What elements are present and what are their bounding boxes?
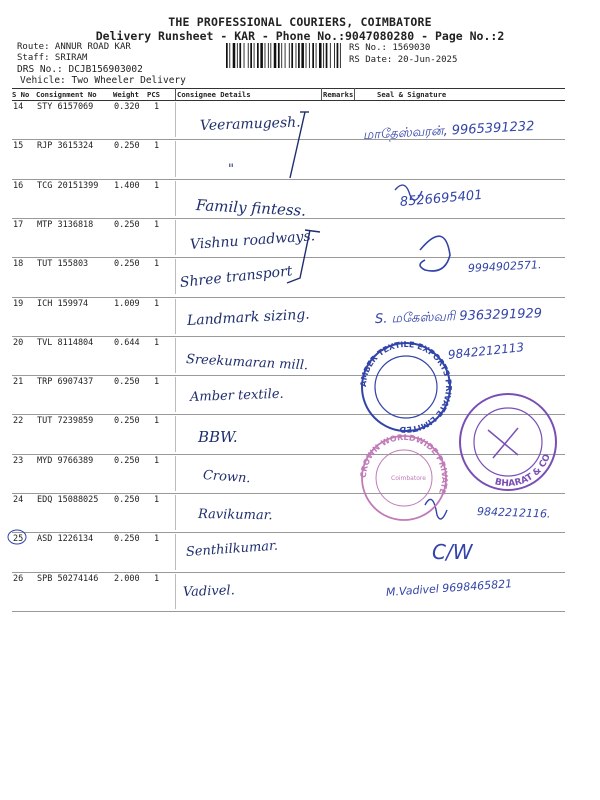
initials-scribble [420,236,450,271]
row-consignment: MYD 9766389 [37,455,94,466]
row-pcs: 1 [154,416,160,427]
row-signature: 9842212113 [447,340,525,362]
row-weight: 2.000 [114,573,140,584]
runsheet-subtitle: Delivery Runsheet - KAR - Phone No.:9047080280 - Page No.:2 [95,29,505,43]
row-pcs: 1 [154,219,160,230]
svg-text:CROWN WORLDWIDE PRIVATE [359,433,449,495]
row-consignee: Amber textile. [189,386,284,405]
row-consignment: TVL 8114804 [37,337,94,348]
row-weight: 0.250 [114,141,140,152]
row-weight: 0.320 [114,102,140,112]
row-weight: 0.250 [114,259,140,270]
row-weight: 0.250 [114,534,140,545]
row-consignment: ICH 159974 [37,298,89,309]
row-consignee: Veeramugesh. [199,114,301,134]
row-pcs: 1 [154,298,160,309]
initials-scribble [395,185,422,200]
row-weight: 0.250 [114,495,140,505]
row-pcs: 1 [154,180,160,191]
row-consignment: RJP 3615324 [37,141,94,152]
row-sno: 26 [13,573,24,584]
col-remarks: Remarks [323,90,354,99]
row-consignee: Landmark sizing. [186,306,311,329]
bracket-stroke [305,230,320,232]
row-weight: 1.009 [114,298,140,309]
row-signature: M.Vadivel 9698465821 [385,577,513,599]
row-consignee: Family fintess. [195,196,307,220]
row-pcs: 1 [154,141,160,152]
row-consignee: Vadivel. [182,583,235,600]
row-weight: 0.250 [114,455,140,466]
row-signature: C/W [432,540,473,564]
row-sno: 24 [13,495,24,505]
row-signature: மாதேஸ்வரன், 9965391232 [362,119,535,143]
bharat-stamp-text: BHARAT & CO [493,452,553,490]
row-signature: 8526695401 [399,187,484,210]
row-consignment: TRP 6907437 [37,377,94,388]
row-consignee: Crown. [202,468,252,487]
row-weight: 0.250 [114,219,140,230]
crown-city: Coimbatore [391,475,426,482]
row-consignment: ASD 1226134 [37,534,94,545]
row-weight: 0.250 [114,416,140,427]
row-consignment: MTP 3136818 [37,219,94,230]
row-weight: 0.250 [114,377,140,388]
row-sno: 15 [13,141,24,152]
rs-number: RS No.: 1569030 [349,43,431,53]
row-consignee: Senthilkumar. [185,538,279,560]
row-pcs: 1 [154,337,160,348]
rs-date: RS Date: 20-Jun-2025 [349,55,458,65]
row-sno: 25 [13,534,24,545]
row-sno: 17 [13,219,24,230]
staff: Staff: SRIRAM [17,53,88,63]
bharat-stamp [460,394,556,490]
row-consignee: " [228,162,234,177]
row-consignment: SPB 50274146 [37,573,99,584]
row-consignment: EDQ 15088025 [37,495,99,505]
row-pcs: 1 [154,102,160,112]
amber-textile-stamp [359,340,453,434]
row-signature: 9994902571. [467,258,542,275]
row-pcs: 1 [154,495,160,505]
row-signature: S. மகேஸ்வரி 9363291929 [374,306,543,327]
row-signature: 9842212116. [476,505,551,521]
row-sno: 21 [13,377,24,388]
bracket-stroke [290,112,305,178]
bracket-stroke [287,230,310,283]
svg-text:BHARAT & CO [494,452,553,489]
row-consignee: Ravikumar. [197,507,273,524]
crown-stamp [359,433,449,520]
route: Route: ANNUR ROAD KAR [17,42,131,52]
col-sno: S No [12,90,30,99]
row-weight: 1.400 [114,180,140,191]
col-pcs: PCS [147,90,160,99]
svg-text:AMBER TEXTILE EXPORTS PRIVATE [359,340,453,434]
row-pcs: 1 [154,377,160,388]
company-title: THE PROFESSIONAL COURIERS, COIMBATORE [168,15,432,29]
row-sno: 14 [13,102,24,112]
row-sno: 18 [13,259,24,270]
row-consignee: Vishnu roadways. [189,228,316,253]
row-sno: 23 [13,455,24,466]
row-consignment: STY 6157069 [37,102,94,112]
row-consignee: BBW. [198,428,238,446]
drs-number: DRS No.: DCJB156903002 [17,64,143,75]
col-seal: Seal & Signature [377,90,447,99]
row-pcs: 1 [154,259,160,270]
row-sno: 22 [13,416,24,427]
row-consignment: TUT 155803 [37,259,89,270]
row-pcs: 1 [154,455,160,466]
vehicle: Vehicle: Two Wheeler Delivery [20,75,186,86]
row-consignee: Sreekumaran mill. [185,352,309,374]
col-consignment: Consignment No [36,90,97,99]
amber-stamp-text: AMBER TEXTILE EXPORTS PRIVATE LIMITED [358,339,454,435]
row-consignment: TCG 20151399 [37,180,99,191]
row-consignment: TUT 7239859 [37,416,94,427]
row-pcs: 1 [154,573,160,584]
row-sno: 19 [13,298,24,309]
row-pcs: 1 [154,534,160,545]
initials-scribble [425,499,447,519]
row-consignee: Shree transport [179,263,294,291]
col-consignee: Consignee Details [177,90,251,99]
row-sno: 20 [13,337,24,348]
row-weight: 0.644 [114,337,140,348]
crown-stamp-text: CROWN WORLDWIDE PRIVATE [358,432,450,496]
col-weight: Weight [113,90,139,99]
row-sno: 16 [13,180,24,191]
circle-mark [8,530,26,544]
